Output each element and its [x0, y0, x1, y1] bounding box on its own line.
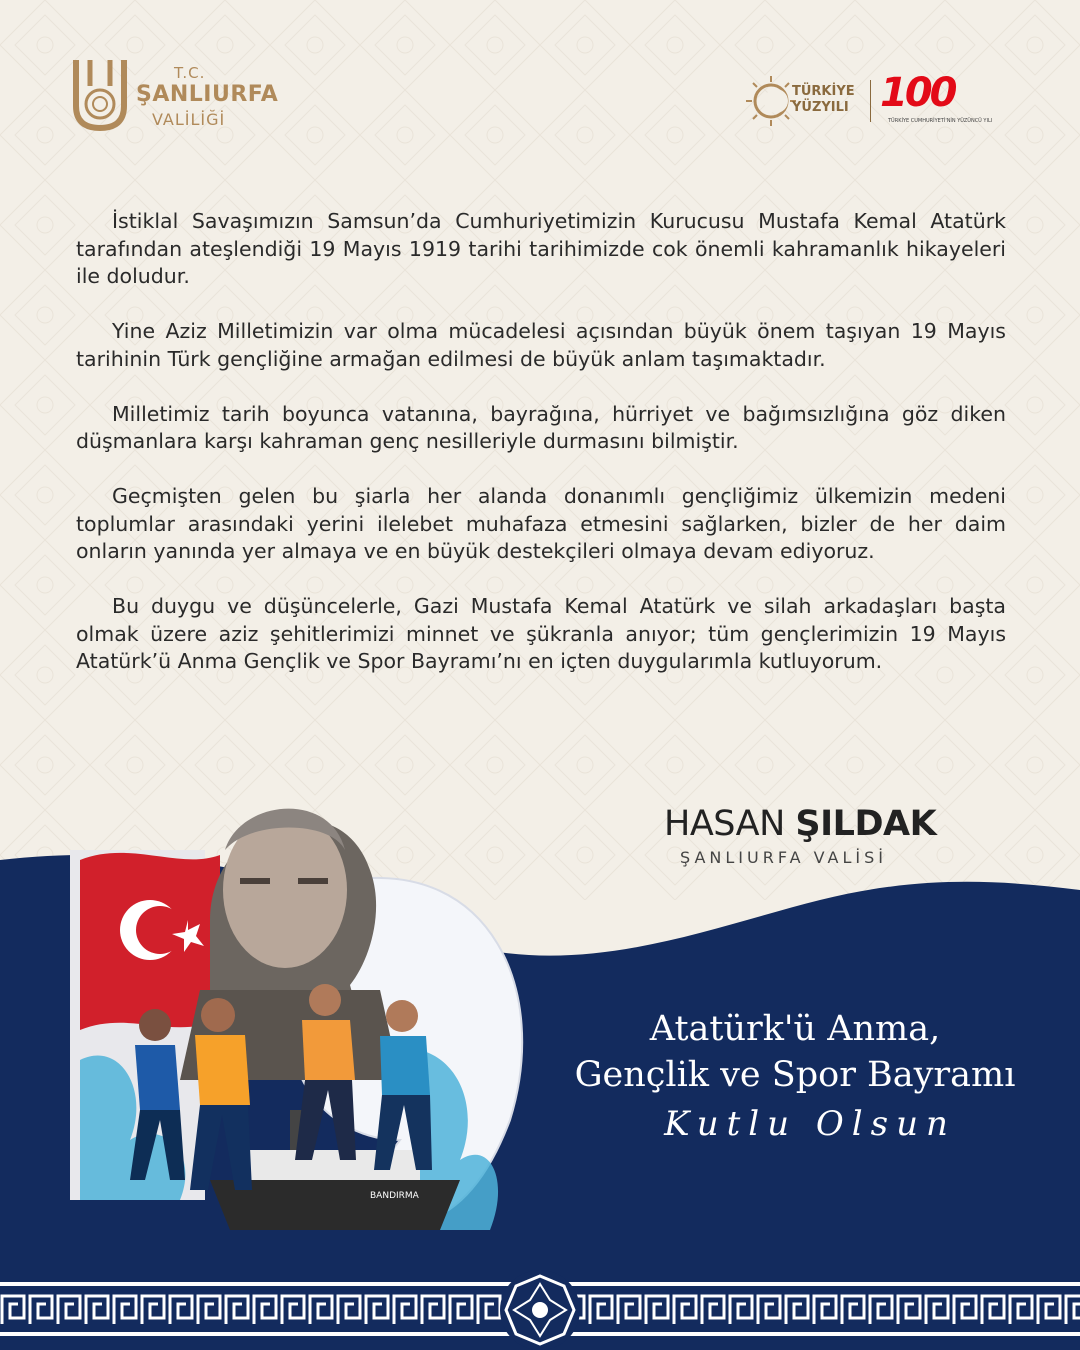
signature-last-name: ŞILDAK [795, 804, 937, 844]
turkiye-yuzyili-sun-icon [744, 74, 798, 128]
logo-tc-text: T.C. [174, 64, 206, 82]
ottoman-star-ornament-icon [500, 1270, 580, 1350]
logo-governorship-text: VALİLİĞİ [152, 110, 226, 129]
message-paragraph: Yine Aziz Milletimizin var olma mücadelesi açısından büyük önem taşıyan 19 Mayıs tarihinin Türk gençliğine armağan edilmesi de büyük anlam taşımaktadır. [76, 319, 1006, 371]
kutlu-olsun-script: Kutlu Olsun [664, 1104, 956, 1144]
heading-line-1: Atatürk'ü Anma, [649, 1009, 941, 1049]
sanliurfa-emblem-icon [70, 56, 130, 132]
message-paragraph: İstiklal Savaşımızın Samsun’da Cumhuriyetimizin Kurucusu Mustafa Kemal Atatürk tarafından ateşlendiği 19 Mayıs 1919 tarihi tarihimizde cok önemli kahramanlık hikayeleri ile doludur. [76, 209, 1006, 288]
signature-first-name: HASAN [664, 804, 785, 844]
yuzyili-text: YÜZYILI [792, 100, 849, 115]
message-paragraph: Bu duygu ve düşüncelerle, Gazi Mustafa Kemal Atatürk ve silah arkadaşları başta olmak üzere aziz şehitlerimizi minnet ve şükranla anıyor; tüm gençlerimizin 19 Mayıs Atatürk’ü Anma Gençlik ve Spor Bayramı’nı en içten duygularımla kutluyorum. [76, 594, 1006, 673]
message-paragraph: Milletimiz tarih boyunca vatanına, bayrağına, hürriyet ve bağımsızlığına göz diken düşmanlara karşı kahraman genç nesilleriyle durmasını bilmiştir. [76, 401, 1006, 453]
message-paragraph: Geçmişten gelen bu şiarla her alanda donanımlı gençliğimiz ülkemizin medeni toplumlar arasındaki yerini ilelebet muhafaza etmesini sağlarken, bizler de her daim onların yanında yer almaya ve en büyük destekçileri olmaya devam ediyoruz. [76, 484, 1006, 563]
signature-title: ŞANLIURFA VALİSİ [680, 848, 887, 867]
hundred-tagline: TÜRKİYE CUMHURİYETİ'NİN YÜZÜNCÜ YILI [888, 118, 993, 124]
signature-name [664, 804, 936, 844]
celebration-heading [540, 1006, 1050, 1098]
heading-line-2: Gençlik ve Spor Bayramı [574, 1055, 1016, 1095]
turkiye-yuzyili-logo [744, 70, 993, 134]
hundred-number: 100 [880, 70, 955, 116]
ataturk-youth-illustration [40, 760, 560, 1260]
turkiye-text: TÜRKİYE [792, 84, 855, 99]
logo-separator [870, 80, 871, 122]
ship-name-label: BANDIRMA [370, 1191, 419, 1201]
logo-city-text: ŞANLIURFA [136, 82, 279, 107]
sanliurfa-valiligi-logo [70, 56, 279, 136]
ornamental-border-band [0, 1270, 1080, 1350]
governor-message [76, 208, 1006, 703]
